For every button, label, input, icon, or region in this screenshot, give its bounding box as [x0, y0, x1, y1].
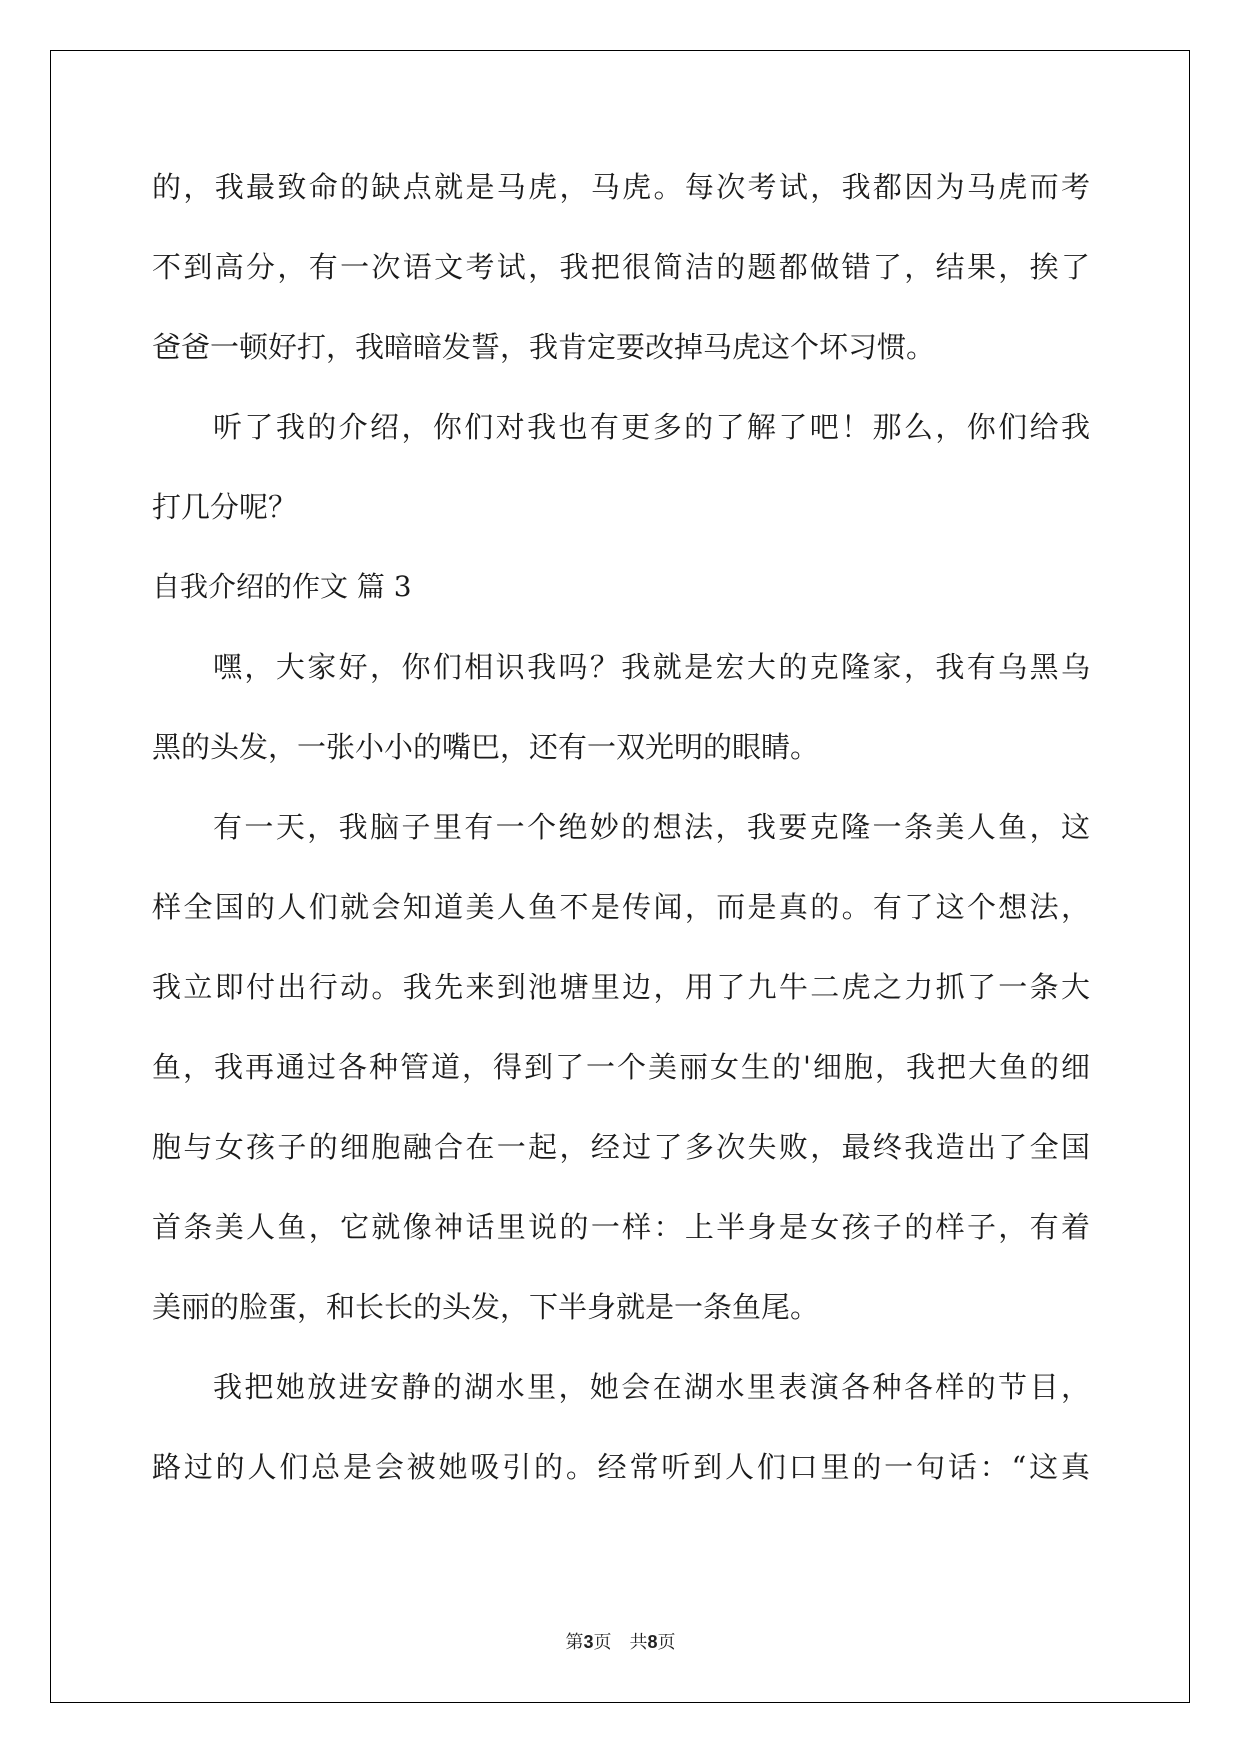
- footer-middle: 页 共: [593, 1632, 648, 1653]
- text-line: 样全国的人们就会知道美人鱼不是传闻，而是真的。有了这个想法，: [152, 890, 1090, 924]
- text-line: 鱼，我再通过各种管道，得到了一个美丽女生的'细胞，我把大鱼的细: [152, 1050, 1090, 1084]
- paragraph-start-line: 我把她放进安静的湖水里，她会在湖水里表演各种各样的节目，: [213, 1370, 1090, 1404]
- text-line: 美丽的脸蛋，和长长的头发，下半身就是一条鱼尾。: [152, 1290, 820, 1324]
- total-page-count: 8: [647, 1632, 658, 1652]
- page-footer: [0, 1628, 1241, 1654]
- paragraph-start-line: 有一天，我脑子里有一个绝妙的想法，我要克隆一条美人鱼，这: [213, 810, 1090, 844]
- text-line: 胞与女孩子的细胞融合在一起，经过了多次失败，最终我造出了全国: [152, 1130, 1090, 1164]
- paragraph-start-line: 嘿，大家好，你们相识我吗？我就是宏大的克隆家，我有乌黑乌: [213, 650, 1090, 684]
- paragraph-start-line: 听了我的介绍，你们对我也有更多的了解了吧！那么，你们给我: [213, 410, 1090, 444]
- text-line: 我立即付出行动。我先来到池塘里边，用了九牛二虎之力抓了一条大: [152, 970, 1090, 1004]
- text-line: 爸爸一顿好打，我暗暗发誓，我肯定要改掉马虎这个坏习惯。: [152, 330, 936, 364]
- text-line: 的，我最致命的缺点就是马虎，马虎。每次考试，我都因为马虎而考: [152, 170, 1090, 204]
- text-line: 路过的人们总是会被她吸引的。经常听到人们口里的一句话：“这真: [152, 1450, 1090, 1484]
- text-line: 首条美人鱼，它就像神话里说的一样：上半身是女孩子的样子，有着: [152, 1210, 1090, 1244]
- section-heading: 自我介绍的作文 篇 3: [152, 570, 412, 603]
- current-page-number: 3: [583, 1632, 594, 1652]
- footer-prefix: 第: [565, 1632, 584, 1653]
- text-line: 不到高分，有一次语文考试，我把很简洁的题都做错了，结果，挨了: [152, 250, 1090, 284]
- footer-suffix: 页: [657, 1632, 676, 1653]
- text-line: 黑的头发，一张小小的嘴巴，还有一双光明的眼睛。: [152, 730, 820, 764]
- text-line: 打几分呢？: [152, 490, 298, 524]
